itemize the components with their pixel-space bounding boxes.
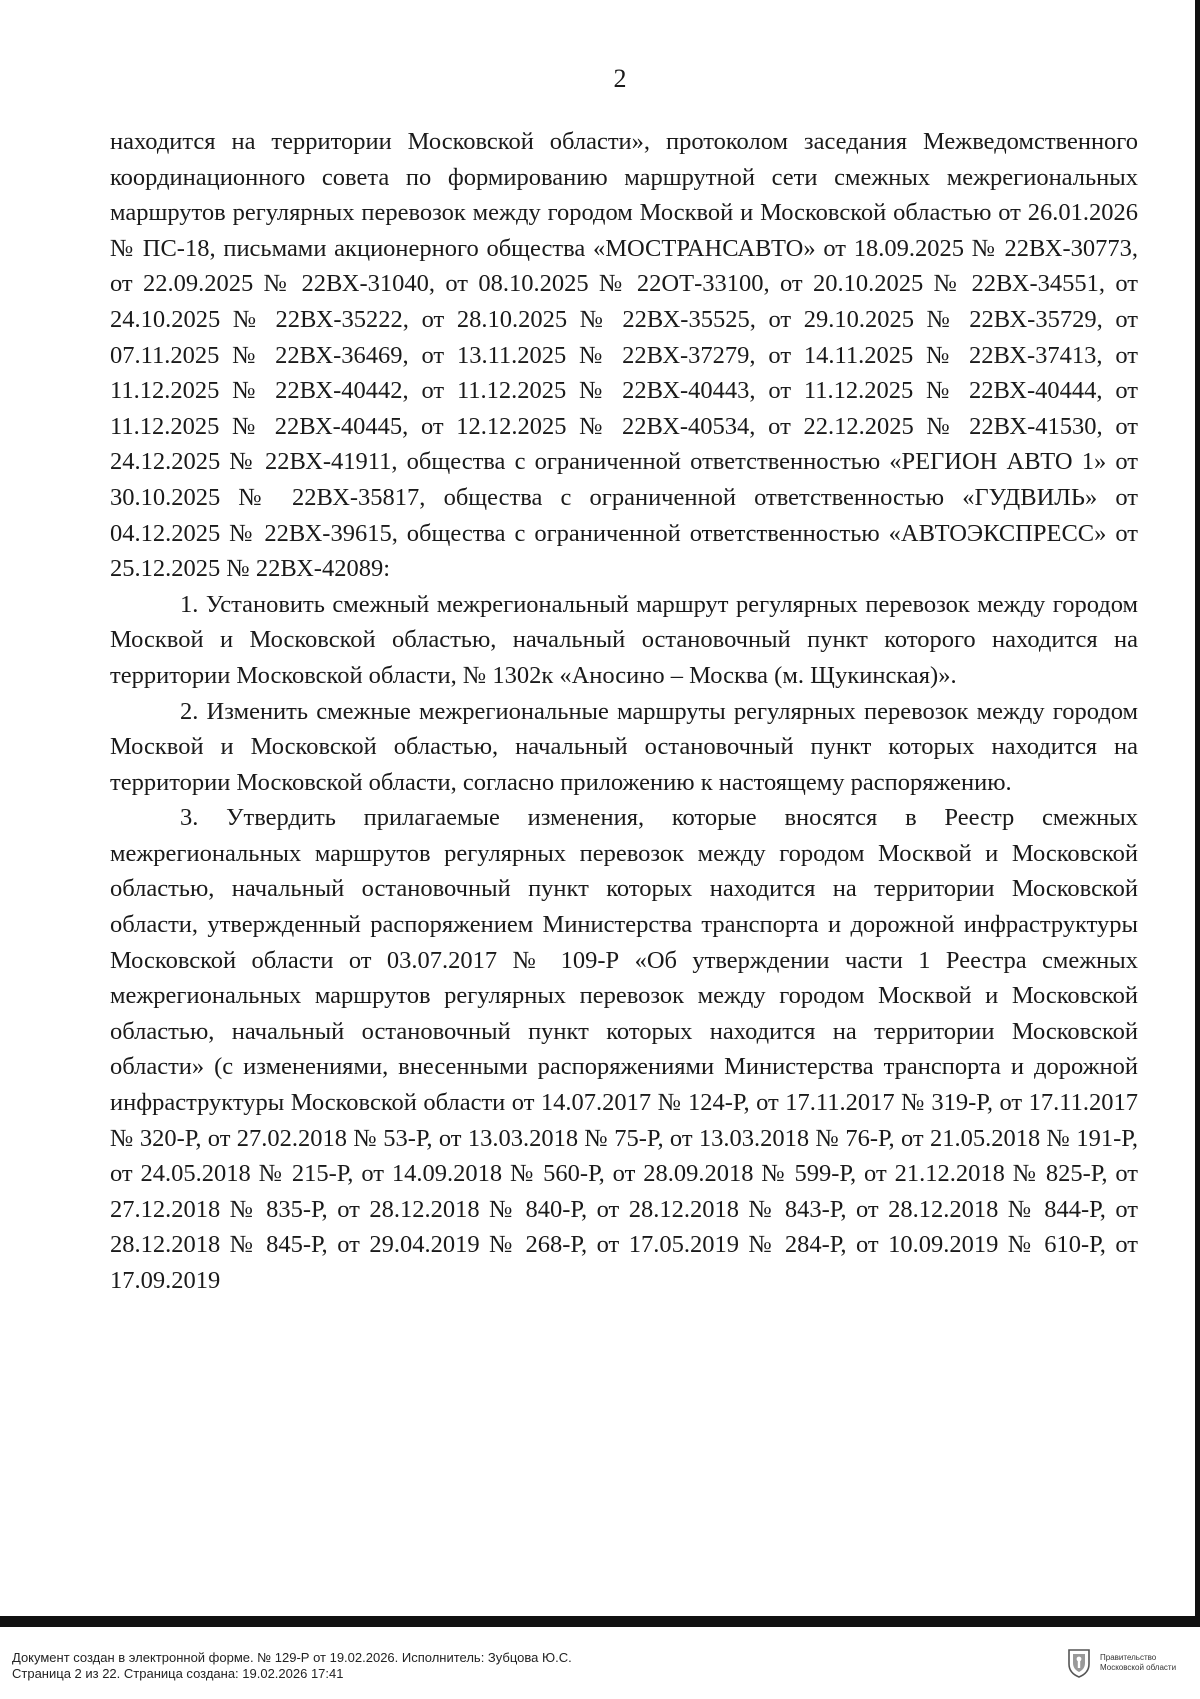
footer-line-1: Документ создан в электронной форме. № 129-Р от 19.02.2026. Исполнитель: Зубцова Ю.С. [12, 1650, 572, 1665]
document-body [110, 124, 1138, 1299]
footer-info [12, 1650, 572, 1682]
footer-logo-text [1100, 1653, 1176, 1673]
page-number: 2 [613, 64, 627, 93]
intro-paragraph: находится на территории Московской области», протоколом заседания Межведомственного координационного совета по формированию маршрутной сети смежных межрегиональных маршрутов регулярных перевозок между городом Москвой и Московской областью от 26.01.2026 № ПС-18, письмами акционерного общества «МОСТРАНСАВТО» от 18.09.2025 № 22ВХ-30773, от 22.09.2025 № 22ВХ-31040, от 08.10.2025 № 22ОТ-33100, от 20.10.2025 № 22ВХ-34551, от 24.10.2025 № 22ВХ-35222, от 28.10.2025 № 22ВХ-35525, от 29.10.2025 № 22ВХ-35729, от 07.11.2025 № 22ВХ-36469, от 13.11.2025 № 22ВХ-37279, от 14.11.2025 № 22ВХ-37413, от 11.12.2025 № 22ВХ-40442, от 11.12.2025 № 22ВХ-40443, от 11.12.2025 № 22ВХ-40444, от 11.12.2025 № 22ВХ-40445, от 12.12.2025 № 22ВХ-40534, от 22.12.2025 № 22ВХ-41530, от 24.12.2025 № 22ВХ-41911, общества с ограниченной ответственностью «РЕГИОН АВТО 1» от 30.10.2025 № 22ВХ-35817, общества с ограниченной ответственностью «ГУДВИЛЬ» от 04.12.2025 № 22ВХ-39615, общества с ограниченной ответственностью «АВТОЭКСПРЕСС» от 25.12.2025 № 22ВХ-42089: [110, 128, 1138, 583]
footer-logo-line-1: Правительство [1100, 1653, 1157, 1662]
page-right-border [1195, 0, 1200, 1625]
moscow-oblast-emblem-icon [1066, 1648, 1092, 1678]
item-1-paragraph: 1. Установить смежный межрегиональный маршрут регулярных перевозок между городом Москвой и Московской областью, начальный остановочный пункт которого находится на территории Московской области, № 1302к «Аносино – Москва (м. Щукинская)». [110, 590, 1138, 689]
footer-divider-bar [0, 1616, 1200, 1627]
footer-line-2: Страница 2 из 22. Страница создана: 19.02.2026 17:41 [12, 1666, 344, 1681]
footer-logo [1066, 1648, 1176, 1678]
item-2-paragraph: 2. Изменить смежные межрегиональные маршруты регулярных перевозок между городом Москвой и Московской областью, начальный остановочный пункт которых находится на территории Московской области, согласно приложению к настоящему распоряжению. [110, 697, 1138, 796]
item-3-paragraph: 3. Утвердить прилагаемые изменения, которые вносятся в Реестр смежных межрегиональных маршрутов регулярных перевозок между городом Москвой и Московской областью, начальный остановочный пункт которых находится на территории Московской области, утвержденный распоряжением Министерства транспорта и дорожной инфраструктуры Московской области от 03.07.2017 № 109-Р «Об утверждении части 1 Реестра смежных межрегиональных маршрутов регулярных перевозок между городом Москвой и Московской областью, начальный остановочный пункт которых находится на территории Московской области» (с изменениями, внесенными распоряжениями Министерства транспорта и дорожной инфраструктуры Московской области от 14.07.2017 № 124-Р, от 17.11.2017 № 319-Р, от 17.11.2017 № 320-Р, от 27.02.2018 № 53-Р, от 13.03.2018 № 75-Р, от 13.03.2018 № 76-Р, от 21.05.2018 № 191-Р, от 24.05.2018 № 215-Р, от 14.09.2018 № 560-Р, от 28.09.2018 № 599-Р, от 21.12.2018 № 825-Р, от 27.12.2018 № 835-Р, от 28.12.2018 № 840-Р, от 28.12.2018 № 843-Р, от 28.12.2018 № 844-Р, от 28.12.2018 № 845-Р, от 29.04.2019 № 268-Р, от 17.05.2019 № 284-Р, от 10.09.2019 № 610-Р, от 17.09.2019 [110, 804, 1138, 1294]
footer-logo-line-2: Московской области [1100, 1663, 1177, 1672]
